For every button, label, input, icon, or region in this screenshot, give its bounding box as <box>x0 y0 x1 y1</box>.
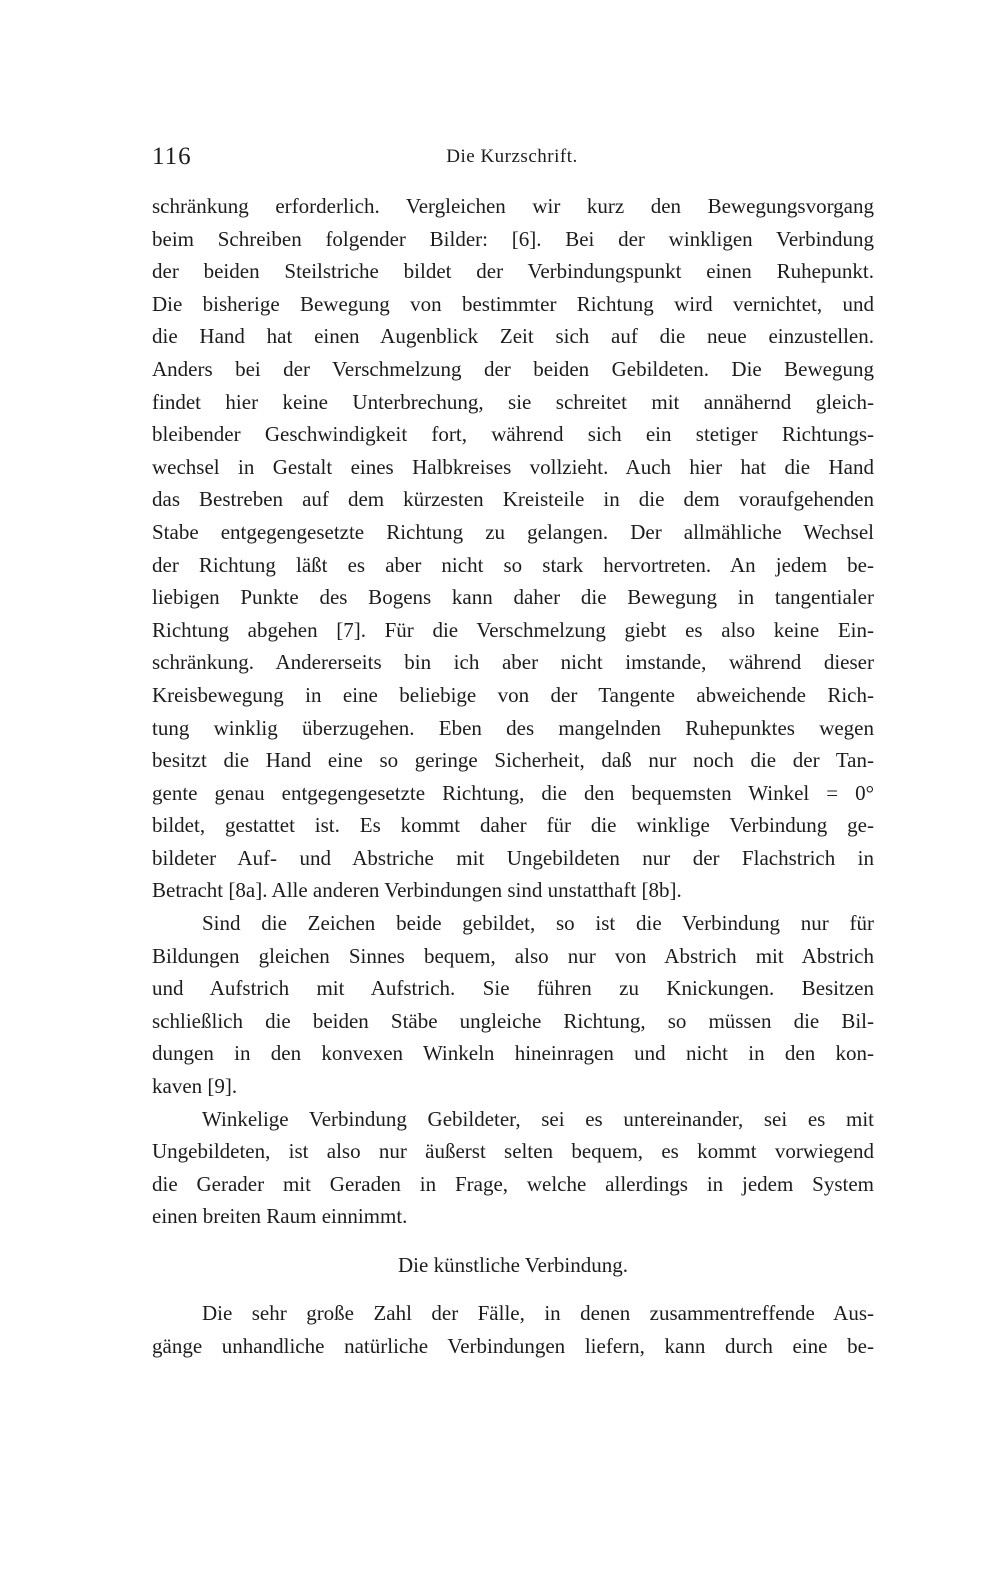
body-text <box>152 190 874 1362</box>
text-line: und Aufstrich mit Aufstrich. Sie führen zu Knickungen. Besitzen <box>152 976 874 1001</box>
text-line: Richtung abgehen [7]. Für die Verschmelzung giebt es also keine Ein- <box>152 617 874 642</box>
section-heading: Die künstliche Verbindung. <box>398 1253 628 1277</box>
text-line: Bildungen gleichen Sinnes bequem, also nur von Abstrich mit Abstrich <box>152 943 874 968</box>
text-line: Kreisbewegung in eine beliebige von der Tangente abweichende Rich- <box>152 682 874 707</box>
paragraph-3 <box>152 1103 874 1233</box>
text-line: der beiden Steilstriche bildet der Verbindungspunkt einen Ruhepunkt. <box>152 259 874 284</box>
text-line: Betracht [8a]. Alle anderen Verbindungen sind unstatthaft [8b]. <box>152 878 682 903</box>
page-number: 116 <box>152 143 192 170</box>
text-line: der Richtung läßt es aber nicht so stark hervortreten. An jedem be- <box>152 552 874 577</box>
running-title: Die Kurzschrift. <box>446 146 578 167</box>
text-line: wechsel in Gestalt eines Halbkreises vollzieht. Auch hier hat die Hand <box>152 454 874 479</box>
page-header <box>152 143 872 173</box>
text-line: gänge unhandliche natürliche Verbindungen liefern, kann durch eine be- <box>152 1333 874 1358</box>
text-line: Die sehr große Zahl der Fälle, in denen zusammentreffende Aus- <box>202 1301 874 1325</box>
text-line: tung winklig überzugehen. Eben des mangelnden Ruhepunktes wegen <box>152 715 874 740</box>
text-line: Die bisherige Bewegung von bestimmter Richtung wird vernichtet, und <box>152 291 874 316</box>
paragraph-2 <box>152 907 874 1103</box>
text-line: schließlich die beiden Stäbe ungleiche Richtung, so müssen die Bil- <box>152 1008 874 1033</box>
text-line: kaven [9]. <box>152 1074 238 1099</box>
text-line: bildet, gestattet ist. Es kommt daher für die winklige Verbindung ge- <box>152 813 874 838</box>
text-line: die Hand hat einen Augenblick Zeit sich auf die neue einzustellen. <box>152 324 874 349</box>
text-line: einen breiten Raum einnimmt. <box>152 1204 408 1229</box>
text-line: die Gerader mit Geraden in Frage, welche allerdings in jedem System <box>152 1171 874 1196</box>
text-line: liebigen Punkte des Bogens kann daher die Bewegung in tangentialer <box>152 585 874 610</box>
text-line: Winkelige Verbindung Gebildeter, sei es untereinander, sei es mit <box>202 1106 874 1131</box>
text-line: Ungebildeten, ist also nur äußerst selten bequem, es kommt vorwiegend <box>152 1139 874 1164</box>
text-line: findet hier keine Unterbrechung, sie schreitet mit annähernd gleich- <box>152 389 874 414</box>
text-line: schränkung. Andererseits bin ich aber nicht imstande, während dieser <box>152 650 874 675</box>
text-line: besitzt die Hand eine so geringe Sicherheit, daß nur noch die der Tan- <box>152 748 874 773</box>
text-line: beim Schreiben folgender Bilder: [6]. Bei der winkligen Verbindung <box>152 226 874 251</box>
text-line: Stabe entgegengesetzte Richtung zu gelangen. Der allmähliche Wechsel <box>152 519 874 544</box>
text-line: bildeter Auf- und Abstriche mit Ungebildeten nur der Flachstrich in <box>152 845 874 870</box>
text-line: gente genau entgegengesetzte Richtung, die den bequemsten Winkel = 0° <box>152 780 874 805</box>
text-line: Anders bei der Verschmelzung der beiden Gebildeten. Die Bewegung <box>152 356 874 381</box>
text-line: bleibender Geschwindigkeit fort, während sich ein stetiger Richtungs- <box>152 422 874 447</box>
paragraph-1 <box>152 190 874 907</box>
paragraph-4 <box>152 1297 874 1362</box>
text-line: Sind die Zeichen beide gebildet, so ist die Verbindung nur für <box>202 911 874 936</box>
text-line: dungen in den konvexen Winkeln hineinragen und nicht in den kon- <box>152 1041 874 1066</box>
text-line: das Bestreben auf dem kürzesten Kreisteile in die dem voraufgehenden <box>152 487 874 512</box>
text-line: schränkung erforderlich. Vergleichen wir kurz den Bewegungsvorgang <box>152 194 874 218</box>
